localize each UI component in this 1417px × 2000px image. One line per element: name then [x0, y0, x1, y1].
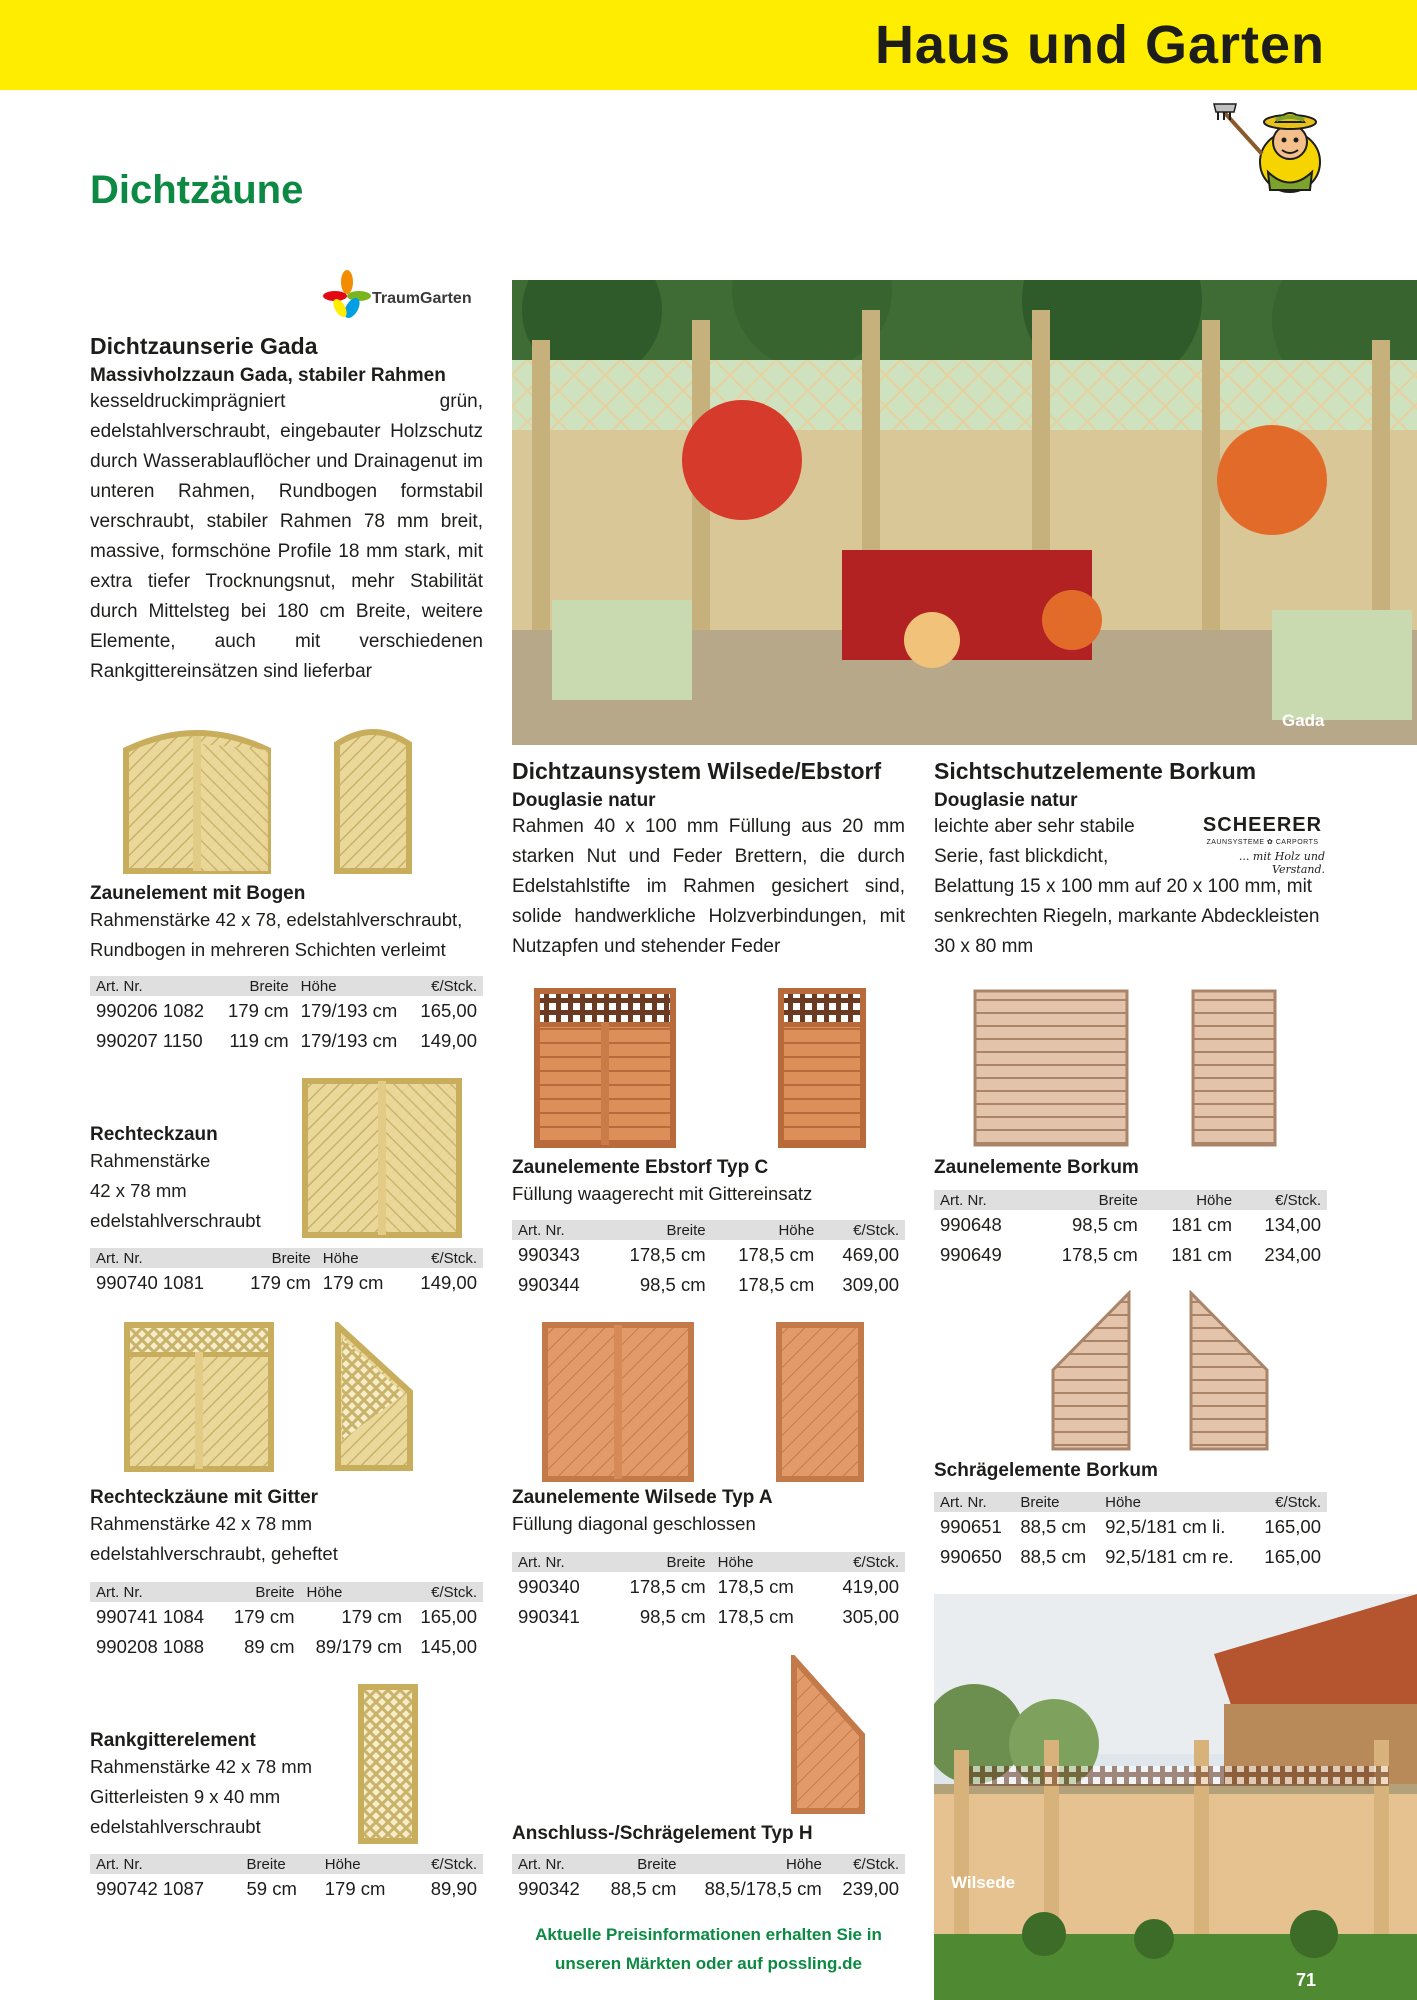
- photo-wilsede-fence: [934, 1594, 1417, 2000]
- gitter-title: Rechteckzäune mit Gitter: [90, 1487, 319, 1508]
- breite: 88,5 cm: [1020, 1516, 1087, 1537]
- col-breite: Breite: [595, 1854, 683, 1874]
- gitter-desc-line: Rahmenstärke 42 x 78 mm: [90, 1513, 313, 1534]
- borkum-desc-line: leichte aber sehr stabile: [934, 816, 1135, 837]
- page-number: 71: [1296, 1970, 1317, 1990]
- col-hoehe: Höhe: [319, 1854, 410, 1874]
- gada-description: kesseldruckimprägniert grün, edelstahlverschraubt, eingebauter Holzschutz durch Wasserablauflöcher und Drainagenut im unteren Rahmen, Rundbogen formstabil verschraubt, stabiler Rahmen 78 mm breit, massive, formschöne Profile 18 mm stark, mit extra tiefer Trocknungsnut, mehr Stabilität durch Mittelsteg bei 180 cm Breite, weitere Elemente, auch mit verschiedenen Rankgittereinsätzen sind lieferbar: [90, 391, 483, 682]
- image-schraegelement-rechts: [1188, 1290, 1270, 1452]
- table-row: [512, 1240, 905, 1270]
- image-rechteckzaun-gitter: [124, 1322, 274, 1472]
- price-table-bogen: [90, 976, 483, 1056]
- preis: 165,00: [1264, 1516, 1321, 1537]
- hoehe: 92,5/181 cm li.: [1105, 1516, 1226, 1537]
- col-breite: Breite: [603, 1220, 712, 1240]
- table-row: [512, 1602, 905, 1632]
- hoehe: 178,5 cm: [738, 1244, 815, 1265]
- table-row: [934, 1542, 1327, 1572]
- preis: 149,00: [420, 1030, 477, 1051]
- hoehe: 89/179 cm: [315, 1636, 403, 1657]
- hoehe: 178,5 cm: [738, 1274, 815, 1295]
- hoehe: 92,5/181 cm re.: [1105, 1546, 1234, 1567]
- gardener-mascot-icon: [1210, 98, 1328, 194]
- breite: 88,5 cm: [1020, 1546, 1087, 1567]
- table-row: [512, 1572, 905, 1602]
- table-row: [934, 1240, 1327, 1270]
- price-table-schraegelemente: [934, 1492, 1327, 1572]
- price-note-line: unseren Märkten oder auf possling.de: [554, 1954, 862, 1973]
- wilsede-description: Rahmen 40 x 100 mm Füllung aus 20 mm starken Nut und Feder Brettern, die durch Edelstahlstifte im Rahmen gesichert sind, solide handwerkliche Holzverbindungen, mit Nutzapfen und stehender Feder: [512, 816, 905, 957]
- col-art: Art. Nr.: [512, 1220, 603, 1240]
- col-breite: Breite: [1014, 1492, 1099, 1512]
- wilsede-a-title: Zaunelemente Wilsede Typ A: [512, 1487, 773, 1508]
- col-art: Art. Nr.: [934, 1492, 1014, 1512]
- art-nr: 990740 1081: [96, 1272, 205, 1293]
- scheerer-logo-name: SCHEERER: [1202, 814, 1323, 836]
- table-row: [934, 1512, 1327, 1542]
- art-nr: 990342: [518, 1878, 580, 1899]
- preis: 134,00: [1264, 1214, 1321, 1235]
- table-row: [90, 996, 483, 1026]
- rechteck-desc-line: 42 x 78 mm: [90, 1180, 187, 1201]
- hoehe: 179 cm: [322, 1272, 384, 1293]
- art-nr: 990742 1087: [96, 1878, 205, 1899]
- anschluss-title: Anschluss-/Schrägelement Typ H: [512, 1823, 813, 1844]
- col-preis: €/Stck.: [1238, 1190, 1327, 1210]
- art-nr: 990650: [940, 1546, 1002, 1567]
- art-nr: 990341: [518, 1606, 580, 1627]
- ebstorf-desc-line: Füllung waagerecht mit Gittereinsatz: [512, 1183, 813, 1204]
- image-zaunelement-bogen-wide: [122, 720, 272, 875]
- col-preis: €/Stck.: [820, 1220, 905, 1240]
- traumgarten-logo: [322, 268, 484, 330]
- breite: 178,5 cm: [629, 1576, 706, 1597]
- image-rechteckzaun: [302, 1078, 462, 1238]
- col-art: Art. Nr.: [90, 1582, 221, 1602]
- breite: 178,5 cm: [629, 1244, 706, 1265]
- price-table-gitter: [90, 1582, 483, 1662]
- preis: 149,00: [420, 1272, 477, 1293]
- art-nr: 990651: [940, 1516, 1002, 1537]
- preis: 305,00: [842, 1606, 899, 1627]
- col-preis: €/Stck.: [828, 1854, 905, 1874]
- photo-label-wilsede: Wilsede: [951, 1873, 1016, 1892]
- breite: 178,5 cm: [1061, 1244, 1138, 1265]
- image-schraegzaun-gitter: [334, 1322, 414, 1472]
- art-nr: 990207 1150: [96, 1030, 203, 1051]
- col-hoehe: Höhe: [301, 1582, 409, 1602]
- price-table-borkum: [934, 1190, 1327, 1270]
- hoehe: 88,5/178,5 cm: [704, 1878, 822, 1899]
- image-ebstorf-wide: [534, 988, 676, 1148]
- image-anschluss-typ-h: [790, 1655, 866, 1815]
- ebstorf-title: Zaunelemente Ebstorf Typ C: [512, 1157, 769, 1178]
- col-preis: €/Stck.: [402, 1248, 483, 1268]
- art-nr: 990648: [940, 1214, 1002, 1235]
- col-preis: €/Stck.: [1252, 1492, 1327, 1512]
- image-wilsede-a-wide: [542, 1322, 694, 1482]
- table-row: [90, 1602, 483, 1632]
- wilsede-subtitle: Douglasie natur: [512, 790, 656, 811]
- price-table-rechteck: [90, 1248, 483, 1298]
- scheerer-logo-subline: ZAUNSYSTEME ✿ CARPORTS: [1206, 839, 1319, 846]
- col-art: Art. Nr.: [934, 1190, 1030, 1210]
- wilsede-a-desc-line: Füllung diagonal geschlossen: [512, 1513, 756, 1534]
- price-table-anschluss: [512, 1854, 905, 1904]
- preis: 234,00: [1264, 1244, 1321, 1265]
- rechteck-desc-line: edelstahlverschraubt: [90, 1210, 261, 1231]
- hoehe: 179 cm: [324, 1878, 386, 1899]
- col-preis: €/Stck.: [410, 1854, 483, 1874]
- rankgitter-title: Rankgitterelement: [90, 1730, 256, 1751]
- header-title: Haus und Garten: [874, 15, 1325, 75]
- scheerer-logo: [1200, 810, 1325, 876]
- col-hoehe: Höhe: [1144, 1190, 1238, 1210]
- image-borkum-narrow: [1190, 988, 1278, 1148]
- scheerer-logo-tagline: ... mit Holz und Verstand.: [1238, 850, 1325, 876]
- col-art: Art. Nr.: [512, 1854, 595, 1874]
- col-art: Art. Nr.: [512, 1552, 603, 1572]
- preis: 419,00: [842, 1576, 899, 1597]
- preis: 239,00: [842, 1878, 899, 1899]
- image-wilsede-a-narrow: [776, 1322, 864, 1482]
- borkum-elemente-title: Zaunelemente Borkum: [934, 1157, 1139, 1178]
- rechteck-title: Rechteckzaun: [90, 1124, 218, 1145]
- hoehe: 179 cm: [341, 1606, 403, 1627]
- table-row: [90, 1874, 483, 1904]
- col-hoehe: Höhe: [295, 976, 410, 996]
- col-breite: Breite: [217, 976, 294, 996]
- col-hoehe: Höhe: [682, 1854, 827, 1874]
- col-breite: Breite: [221, 1582, 300, 1602]
- table-row: [512, 1874, 905, 1904]
- preis: 89,90: [430, 1878, 477, 1899]
- breite: 179 cm: [228, 1000, 289, 1021]
- borkum-title: Sichtschutzelemente Borkum: [934, 758, 1257, 784]
- gada-title: Dichtzaunserie Gada: [90, 333, 318, 359]
- col-breite: Breite: [1030, 1190, 1144, 1210]
- col-art: Art. Nr.: [90, 1854, 241, 1874]
- preis: 469,00: [842, 1244, 899, 1265]
- breite: 179 cm: [250, 1272, 311, 1293]
- rankgitter-desc-line: Rahmenstärke 42 x 78 mm: [90, 1756, 313, 1777]
- photo-label-gada: Gada: [1282, 711, 1325, 730]
- hoehe: 178,5 cm: [717, 1606, 794, 1627]
- hoehe: 181 cm: [1171, 1244, 1233, 1265]
- page-heading: Dichtzäune: [90, 168, 304, 212]
- table-row: [90, 1026, 483, 1056]
- hoehe: 181 cm: [1171, 1214, 1233, 1235]
- art-nr: 990741 1084: [96, 1606, 205, 1627]
- col-art: Art. Nr.: [90, 976, 217, 996]
- preis: 165,00: [1264, 1546, 1321, 1567]
- borkum-desc-line: Serie, fast blickdicht,: [934, 846, 1109, 867]
- col-hoehe: Höhe: [317, 1248, 403, 1268]
- col-art: Art. Nr.: [90, 1248, 231, 1268]
- bogen-desc-line: Rahmenstärke 42 x 78, edelstahlverschraubt,: [90, 909, 463, 930]
- col-preis: €/Stck.: [820, 1552, 905, 1572]
- price-table-ebstorf: [512, 1220, 905, 1300]
- breite: 59 cm: [246, 1878, 297, 1899]
- col-hoehe: Höhe: [712, 1220, 821, 1240]
- table-row: [512, 1270, 905, 1300]
- bogen-desc-line: Rundbogen in mehreren Schichten verleimt: [90, 939, 446, 960]
- borkum-desc-rest: Belattung 15 x 100 mm auf 20 x 100 mm, mit senkrechten Riegeln, markante Abdeckleisten 30 x 80 mm: [934, 876, 1320, 957]
- table-row: [90, 1632, 483, 1662]
- col-breite: Breite: [603, 1552, 712, 1572]
- image-zaunelement-bogen-narrow: [333, 720, 413, 875]
- art-nr: 990649: [940, 1244, 1002, 1265]
- rechteck-desc-line: Rahmenstärke: [90, 1150, 211, 1171]
- image-schraegelement-links: [1050, 1290, 1132, 1452]
- breite: 89 cm: [244, 1636, 295, 1657]
- hoehe: 178,5 cm: [717, 1576, 794, 1597]
- price-table-wilsede-a: [512, 1552, 905, 1632]
- art-nr: 990343: [518, 1244, 580, 1265]
- art-nr: 990206 1082: [96, 1000, 205, 1021]
- breite: 98,5 cm: [639, 1606, 706, 1627]
- breite: 119 cm: [229, 1030, 289, 1051]
- price-note-line: Aktuelle Preisinformationen erhalten Sie in: [535, 1925, 882, 1944]
- image-ebstorf-narrow: [778, 988, 866, 1148]
- preis: 145,00: [420, 1636, 477, 1657]
- hoehe: 179/193 cm: [300, 1030, 398, 1051]
- price-note: [512, 1920, 905, 1978]
- image-rankgitter: [358, 1684, 418, 1844]
- col-breite: Breite: [241, 1854, 319, 1874]
- rankgitter-desc-line: Gitterleisten 9 x 40 mm: [90, 1786, 281, 1807]
- gada-subtitle: Massivholzzaun Gada, stabiler Rahmen: [90, 365, 446, 386]
- art-nr: 990208 1088: [96, 1636, 205, 1657]
- art-nr: 990344: [518, 1274, 580, 1295]
- table-row: [934, 1210, 1327, 1240]
- col-preis: €/Stck.: [410, 976, 483, 996]
- breite: 179 cm: [233, 1606, 295, 1627]
- schraegelemente-title: Schrägelemente Borkum: [934, 1460, 1158, 1481]
- preis: 309,00: [842, 1274, 899, 1295]
- traumgarten-logo-text: TraumGarten: [372, 290, 472, 307]
- breite: 98,5 cm: [1072, 1214, 1138, 1235]
- col-preis: €/Stck.: [408, 1582, 483, 1602]
- borkum-subtitle: Douglasie natur: [934, 790, 1078, 811]
- col-hoehe: Höhe: [712, 1552, 821, 1572]
- art-nr: 990340: [518, 1576, 580, 1597]
- hoehe: 179/193 cm: [300, 1000, 398, 1021]
- preis: 165,00: [420, 1000, 477, 1021]
- flower-icon: [322, 268, 372, 326]
- rankgitter-desc-line: edelstahlverschraubt: [90, 1816, 261, 1837]
- gitter-desc-line: edelstahlverschraubt, geheftet: [90, 1543, 338, 1564]
- breite: 88,5 cm: [610, 1878, 677, 1899]
- price-table-rankgitter: [90, 1854, 483, 1904]
- table-row: [90, 1268, 483, 1298]
- wilsede-title: Dichtzaunsystem Wilsede/Ebstorf: [512, 758, 882, 784]
- col-hoehe: Höhe: [1099, 1492, 1252, 1512]
- photo-gada-garden: [512, 280, 1417, 745]
- preis: 165,00: [420, 1606, 477, 1627]
- col-breite: Breite: [231, 1248, 317, 1268]
- image-borkum-wide: [972, 988, 1130, 1148]
- bogen-title: Zaunelement mit Bogen: [90, 883, 306, 904]
- breite: 98,5 cm: [639, 1274, 706, 1295]
